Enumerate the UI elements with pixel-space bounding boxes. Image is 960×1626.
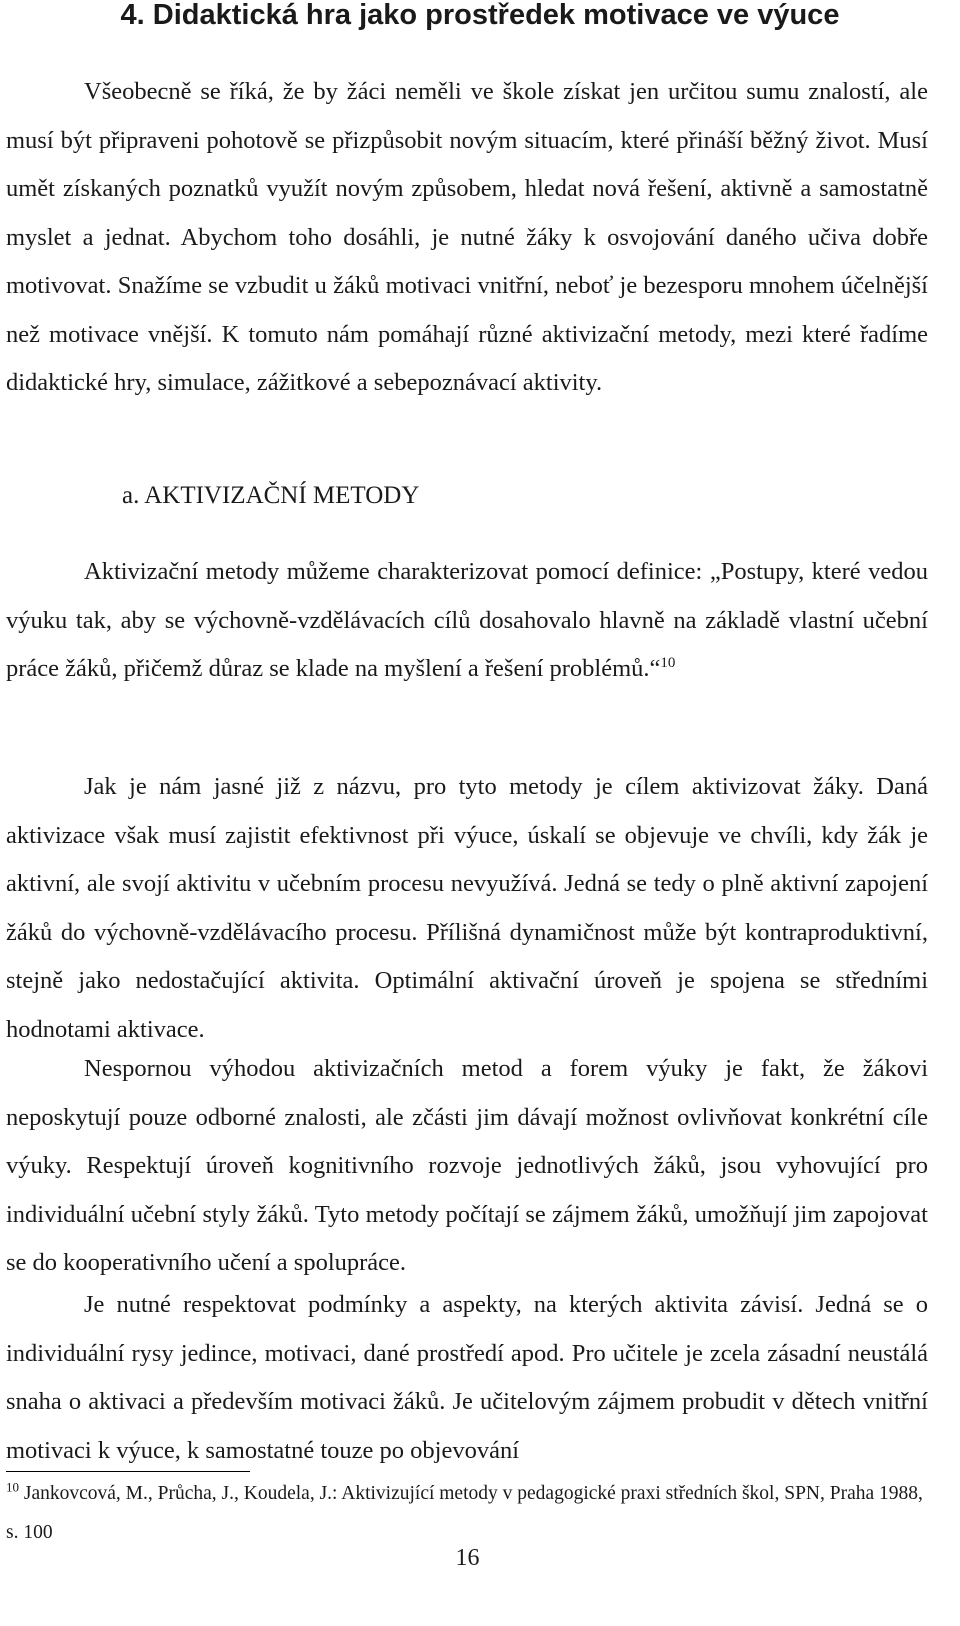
page-number: 16 [455,1545,480,1571]
footnote-number: 10 [6,1479,19,1495]
footnote-text: Jankovcová, M., Průcha, J., Koudela, J.: Aktivizující metody v pedagogické praxi středních škol, SPN, Praha 1988, s. 100 [6,1483,923,1543]
footnote-reference: 10 [660,654,676,671]
footnote-divider [6,1471,250,1472]
paragraph-definition [6,548,928,694]
paragraph-conditions: Je nutné respektovat podmínky a aspekty, na kterých aktivita závisí. Jedná se o individuální rysy jedince, motivaci, dané prostředí apod. Pro učitele je zcela zásadní neustálá snaha o aktivaci a především motivaci žáků. Je učitelovým zájmem probudit v dětech vnitřní motivaci k výuce, k samostatné touze po objevování [6,1291,928,1464]
paragraph-intro: Všeobecně se říká, že by žáci neměli ve škole získat jen určitou sumu znalostí, ale musí být připraveni pohotově se přizpůsobit novým situacím, které přináší běžný život. Musí umět získaných poznatků využít novým způsobem, hledat nová řešení, aktivně a samostatně myslet a jednat. Abychom toho dosáhli, je nutné žáky k osvojování daného učiva dobře motivovat. Snažíme se vzbudit u žáků motivaci vnitřní, neboť je bezesporu mnohem účelnější než motivace vnější. K tomuto nám pomáhají různé aktivizační metody, mezi které řadíme didaktické hry, simulace, zážitkové a sebepoznávací aktivity. [6,78,928,396]
definition-text: Aktivizační metody můžeme charakterizovat pomocí definice: „Postupy, které vedou výuku tak, aby se výchovně-vzdělávacích cílů dosahovalo hlavně na základě vlastní učební práce žáků, přičemž důraz se klade na myšlení a řešení problémů.“ [6,558,928,682]
footnote [6,1474,928,1552]
paragraph-activation: Jak je nám jasné již z názvu, pro tyto metody je cílem aktivizovat žáky. Daná aktivizace však musí zajistit efektivnost při výuce, úskalí se objevuje ve chvíli, kdy žák je aktivní, ale svojí aktivitu v učebním procesu nevyužívá. Jedná se tedy o plně aktivní zapojení žáků do výchovně-vzdělávacího procesu. Přílišná dynamičnost může být kontraproduktivní, stejně jako nedostačující aktivita. Optimální aktivační úroveň je spojena se středními hodnotami aktivace. [6,773,928,1043]
chapter-title: 4. Didaktická hra jako prostředek motivace ve výuce [120,0,840,31]
section-heading: a. AKTIVIZAČNÍ METODY [122,482,420,509]
paragraph-advantages: Nespornou výhodou aktivizačních metod a forem výuky je fakt, že žákovi neposkytují pouze odborné znalosti, ale zčásti jim dávají možnost ovlivňovat konkrétní cíle výuky. Respektují úroveň kognitivního rozvoje jednotlivých žáků, jsou vyhovující pro individuální učební styly žáků. Tyto metody počítají se zájmem žáků, umožňují jim zapojovat se do kooperativního učení a spolupráce. [6,1055,928,1276]
